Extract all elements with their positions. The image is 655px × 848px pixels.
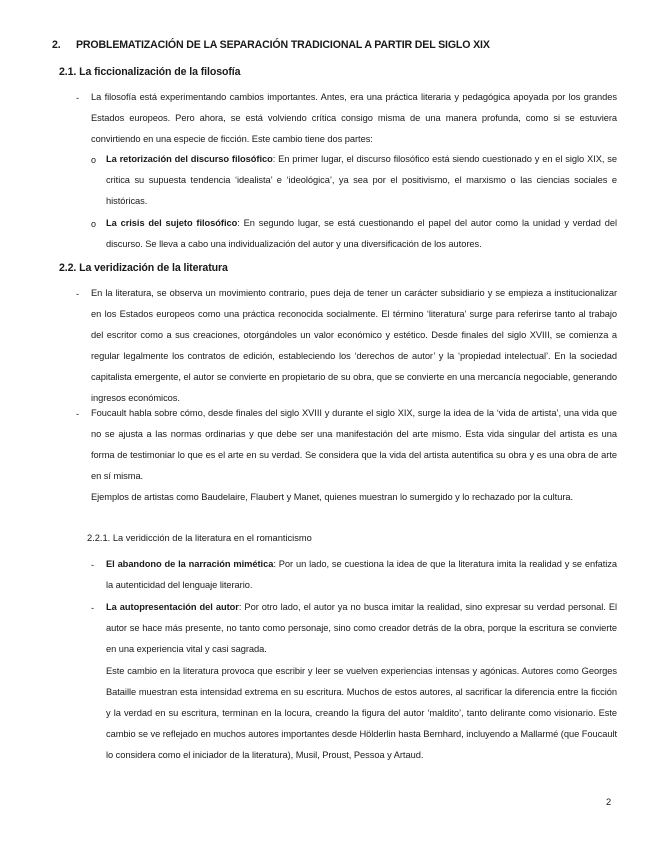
- subsubsection-number: 2.2.1.: [87, 533, 111, 543]
- subsubsection-title: La veridicción de la literatura en el romanticismo: [112, 533, 312, 543]
- list-item-retorizacion: [106, 149, 617, 212]
- subsection-heading-2-1: 2.1. La ficcionalización de la filosofía: [59, 66, 241, 78]
- list-item-lead: La crisis del sujeto filosófico: [106, 218, 238, 228]
- dash-marker: -: [91, 560, 95, 570]
- list-item-lead: El abandono de la narración mimética: [106, 559, 274, 569]
- paragraph-2-2-ejemplos: Ejemplos de artistas como Baudelaire, Flaubert y Manet, quienes muestran lo sumergido y lo rechazado por la cultura.: [91, 492, 574, 502]
- list-item-text: : En segundo lugar, se está cuestionando el papel del autor como la unidad y verdad del discurso. Se lleva a cabo una individualización del autor y una diversificación de los autores.: [106, 218, 617, 249]
- list-item-narracion-mimetica: [106, 554, 617, 596]
- paragraph-2-1-intro: La filosofía está experimentando cambios importantes. Antes, era una práctica literaria y pedagógica apoyada por los grandes Estados europeos. Pero ahora, se está volviendo crítica consigo misma de una manera profunda, como si se estuviera convirtiendo en una especie de ficción. Este cambio tiene dos partes:: [91, 92, 617, 144]
- list-item-lead: La autopresentación del autor: [106, 602, 239, 612]
- subsection-heading-2-2: 2.2. La veridización de la literatura: [59, 262, 228, 274]
- bullet-marker: o: [91, 219, 97, 229]
- list-item-text: : Por otro lado, el autor ya no busca imitar la realidad, sino expresar su verdad personal. El autor se hace más presente, no tanto como personaje, sino como creador detrás de la obra, porque la escritura se convierte en una experiencia vital y casi sagrada.: [106, 602, 618, 654]
- subsubsection-heading-2-2-1: [87, 533, 312, 543]
- list-item-lead: La retorización del discurso filosófico: [106, 154, 273, 164]
- bullet-marker: o: [91, 155, 97, 165]
- dash-marker: -: [76, 409, 80, 419]
- paragraph-2-2-literatura: En la literatura, se observa un movimiento contrario, pues deja de tener un carácter subsidiario y se empieza a institucionalizar en los Estados europeos como una práctica reconocida socialmente. El término ‘literatura’ surge para referirse tanto al trabajo del escritor como a sus creaciones, otorgándoles un valor económico y estético. Desde finales del siglo XVIII, se comienza a regular legalmente los contratos de edición, estableciendo los ‘derechos de autor’ y la ‘propiedad intelectual’. En la sociedad capitalista emergente, el autor se convierte en propietario de su obra, que se convierte en una mercancía negociable, generando ingresos económicos.: [91, 288, 617, 403]
- dash-marker: -: [76, 289, 80, 299]
- paragraph-2-2-1-final: Este cambio en la literatura provoca que escribir y leer se vuelven experiencias intensas y agónicas. Autores como Georges Bataille muestran esta intensidad extrema en su escritura. Muchos de estos autores, al sacrificar la diferencia entre la ficción y la verdad en su escritura, terminan en la locura, creando la figura del autor ‘maldito’, tanto delirante como visionario. Este cambio se ve reflejado en muchos autores importantes desde Hölderlin hasta Bernhard, incluyendo a Mallarmé (que Foucault lo considera como el iniciador de la literatura), Musil, Proust, Pessoa y Artaud.: [106, 666, 617, 760]
- list-item-autopresentacion: [106, 597, 617, 660]
- list-item-crisis-sujeto: [106, 213, 617, 255]
- list-item-text: : Por un lado, se cuestiona la idea de que la literatura imita la realidad y se enfatiza la autenticidad del lenguaje literario.: [106, 559, 617, 590]
- paragraph-2-2-foucault: Foucault habla sobre cómo, desde finales del siglo XVIII y durante el siglo XIX, surge la idea de la ‘vida de artista’, una vida que no se ajusta a las normas ordinarias y que debe ser una manifestación del arte mismo. Esta vida singular del artista es una forma de testimoniar lo que es el arte en su verdad. Se considera que la vida del artista autentifica su obra y es una obra de arte en sí misma.: [91, 408, 617, 481]
- section-number: 2.: [52, 39, 61, 51]
- section-heading: [52, 39, 490, 51]
- list-item-text: : En primer lugar, el discurso filosófico está siendo cuestionado y en el siglo XIX, se critica su supuesta tendencia ‘idealista’ e ‘ideológica’, ya sea por el positivismo, el marxismo o las ciencias sociales e históricas.: [106, 154, 617, 206]
- dash-marker: -: [76, 93, 80, 103]
- page-number: 2: [606, 797, 612, 807]
- dash-marker: -: [91, 603, 95, 613]
- section-title: PROBLEMATIZACIÓN DE LA SEPARACIÓN TRADICIONAL A PARTIR DEL SIGLO XIX: [76, 39, 490, 51]
